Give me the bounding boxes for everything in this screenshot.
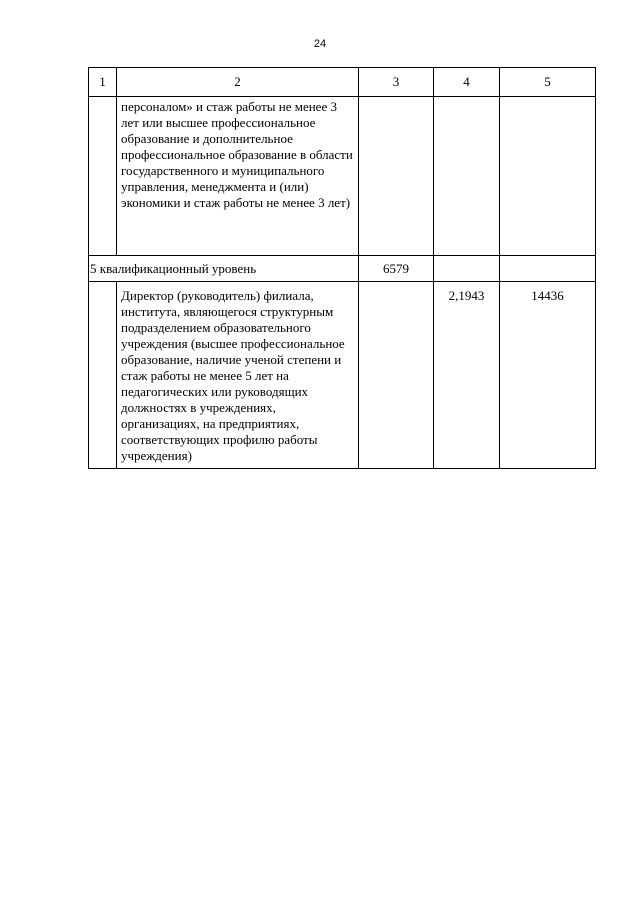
page-number: 24 [313, 38, 327, 50]
base-salary-cell [359, 282, 434, 469]
header-cell-5: 5 [500, 68, 596, 97]
position-description-cell: персоналом» и стаж работы не менее 3 лет или высшее профессиональное образование и дополнительное профессиональное образование в области государственного и муниципального управления, менеджмента и (или) экономики и стаж работы не менее 3 лет) [117, 97, 359, 256]
row-number-cell [89, 97, 117, 256]
header-cell-1: 1 [89, 68, 117, 97]
table-row [89, 282, 596, 469]
qualification-level-row [89, 256, 596, 282]
coefficient-cell [434, 256, 500, 282]
header-cell-3: 3 [359, 68, 434, 97]
salary-cell: 14436 [500, 282, 596, 469]
base-salary-cell [359, 97, 434, 256]
header-cell-2: 2 [117, 68, 359, 97]
table-header-row [89, 68, 596, 97]
qualification-level-label: 5 квалификационный уровень [89, 256, 359, 282]
position-description-cell: Директор (руководитель) филиала, института, являющегося структурным подразделением образовательного учреждения (высшее профессиональное образование, наличие ученой степени и стаж работы не менее 5 лет на педагогических или руководящих должностях в учреждениях, организациях, на предприятиях, соответствующих профилю работы учреждения) [117, 282, 359, 469]
table-row [89, 97, 596, 256]
coefficient-cell: 2,1943 [434, 282, 500, 469]
base-salary-cell: 6579 [359, 256, 434, 282]
coefficient-cell [434, 97, 500, 256]
salary-cell [500, 256, 596, 282]
salary-table [88, 67, 596, 469]
salary-cell [500, 97, 596, 256]
row-number-cell [89, 282, 117, 469]
header-cell-4: 4 [434, 68, 500, 97]
